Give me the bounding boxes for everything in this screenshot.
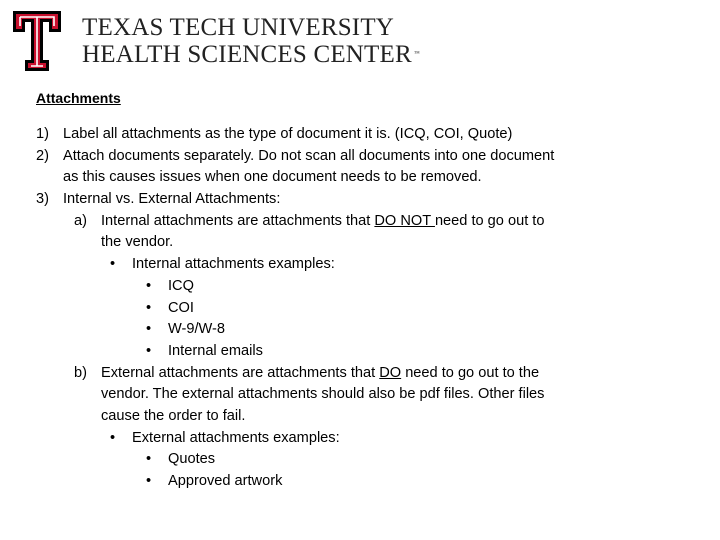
- sub-item-b-continued: [0, 384, 720, 406]
- list-item-text: Attach documents separately. Do not scan all documents into one document: [63, 147, 555, 164]
- list-marker: 3): [36, 191, 49, 208]
- attachments-list: [0, 124, 720, 493]
- emphasis-do-not: DO NOT: [374, 212, 435, 229]
- list-item-text: Internal attachments are attachments that DO NOT need to go out to: [101, 212, 545, 229]
- list-item-text: cause the order to fail.: [101, 407, 246, 424]
- institution-line-1: TEXAS TECH UNIVERSITY: [82, 14, 395, 41]
- trademark-mark: ™: [413, 51, 420, 57]
- list-item-1: [0, 124, 720, 146]
- bullet-icon: •: [146, 451, 152, 468]
- list-item-text: External attachments are attachments that DO need to go out to the: [101, 364, 540, 381]
- institution-line-2: HEALTH SCIENCES CENTER ™: [82, 41, 420, 68]
- internal-example-item: [0, 276, 720, 298]
- list-item-text: Internal emails: [168, 342, 263, 359]
- list-item-text: W-9/W-8: [168, 321, 226, 338]
- sub-item-b: [0, 363, 720, 385]
- double-t-logo-icon: [12, 10, 62, 72]
- list-item-text: Quotes: [168, 451, 216, 468]
- internal-example-item: [0, 319, 720, 341]
- list-item-text: the vendor.: [101, 234, 174, 251]
- bullet-icon: •: [110, 429, 116, 446]
- sub-item-a: [0, 211, 720, 233]
- header: [12, 10, 712, 72]
- sub-item-b-continued: [0, 406, 720, 428]
- internal-example-item: [0, 341, 720, 363]
- list-item-2-continued: [0, 167, 720, 189]
- external-example-item: [0, 449, 720, 471]
- list-item-text: as this causes issues when one document needs to be removed.: [63, 169, 482, 186]
- list-item-2: [0, 146, 720, 168]
- external-examples-heading: [0, 428, 720, 450]
- list-item-text: Approved artwork: [168, 473, 283, 489]
- bullet-icon: •: [146, 342, 152, 359]
- list-item-text: Internal vs. External Attachments:: [63, 191, 281, 208]
- list-marker: 1): [36, 126, 49, 142]
- internal-example-item: [0, 298, 720, 320]
- list-marker: a): [74, 212, 87, 229]
- list-item-text: External attachments examples:: [132, 429, 340, 446]
- list-item-text: ICQ: [168, 277, 194, 294]
- bullet-icon: •: [146, 277, 152, 294]
- bullet-icon: •: [110, 256, 116, 273]
- list-item-text: Internal attachments examples:: [132, 256, 335, 273]
- section-title: Attachments: [36, 90, 121, 106]
- list-marker: b): [74, 364, 87, 381]
- external-example-item: [0, 471, 720, 493]
- list-item-text: COI: [168, 299, 194, 316]
- list-item-text: vendor. The external attachments should also be pdf files. Other files: [101, 386, 545, 403]
- internal-examples-heading: [0, 254, 720, 276]
- list-item-3: [0, 189, 720, 211]
- bullet-icon: •: [146, 321, 152, 338]
- emphasis-do: DO: [379, 364, 402, 381]
- sub-item-a-continued: [0, 232, 720, 254]
- list-marker: 2): [36, 147, 49, 164]
- list-item-text: Label all attachments as the type of document it is. (ICQ, COI, Quote): [63, 126, 513, 142]
- bullet-icon: •: [146, 473, 152, 489]
- bullet-icon: •: [146, 299, 152, 316]
- institution-name: [82, 14, 420, 68]
